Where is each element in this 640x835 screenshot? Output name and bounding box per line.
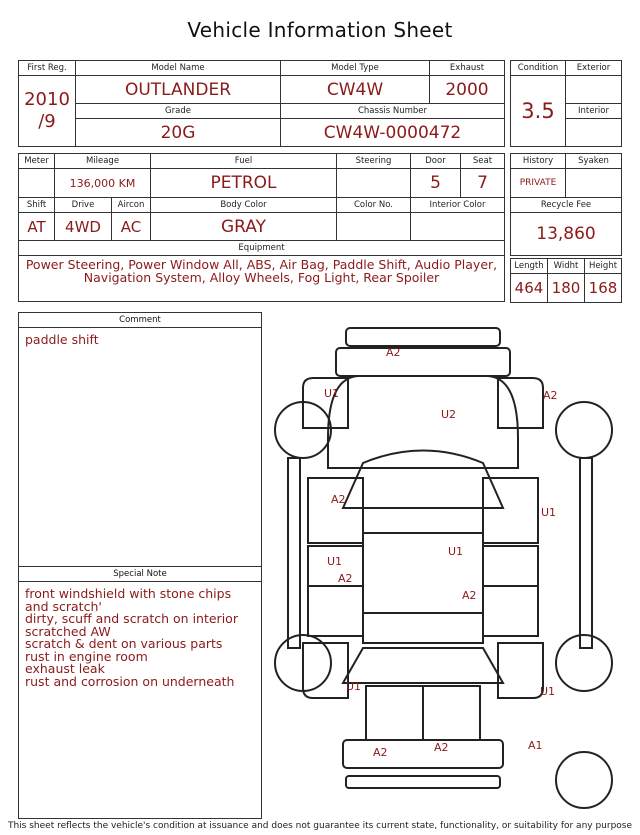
- damage-mark: A2: [331, 493, 346, 506]
- comment-item: paddle shift: [25, 332, 99, 347]
- special-note-item: dirty, scuff and scratch on interior: [25, 611, 238, 626]
- damage-mark: A2: [462, 589, 477, 602]
- body-color-value: GRAY: [151, 213, 337, 241]
- seat-label: Seat: [461, 154, 505, 169]
- condition-value: 3.5: [511, 76, 566, 147]
- damage-mark: U2: [441, 408, 457, 421]
- interior-color-value: [411, 213, 505, 241]
- damage-mark: A2: [434, 741, 449, 754]
- grade-label: Grade: [76, 104, 281, 119]
- special-note-item: scratch & dent on various parts: [25, 636, 223, 651]
- special-note-item: scratched AW: [25, 623, 111, 639]
- mileage-label: Mileage: [55, 154, 151, 169]
- first-reg-month: /9: [38, 111, 56, 132]
- fuel-label: Fuel: [151, 154, 337, 169]
- exterior-value: [566, 76, 622, 104]
- model-type-label: Model Type: [281, 61, 430, 76]
- exhaust-value: 2000: [430, 76, 505, 104]
- damage-mark: A2: [373, 746, 388, 759]
- color-no-label: Color No.: [337, 198, 411, 213]
- drive-value: 4WD: [55, 213, 112, 241]
- damage-mark: A2: [386, 346, 401, 359]
- color-no-value: [337, 213, 411, 241]
- recycle-value: 13,860: [511, 213, 622, 256]
- condition-label: Condition: [511, 61, 566, 76]
- equipment-value: Power Steering, Power Window All, ABS, Air Bag, Paddle Shift, Audio Player, Navigation System, Alloy Wheels, Fog Light, Rear Spoiler: [19, 256, 505, 302]
- shift-value: AT: [19, 213, 55, 241]
- damage-mark: U1: [541, 506, 557, 519]
- damage-mark: U1: [327, 555, 343, 568]
- car-damage-diagram: [268, 318, 628, 818]
- damage-mark: U1: [540, 685, 556, 698]
- aircon-label: Aircon: [112, 198, 151, 213]
- first-reg-label: First Reg.: [19, 61, 76, 76]
- damage-mark: A2: [338, 572, 353, 585]
- drive-label: Drive: [55, 198, 112, 213]
- recycle-label: Recycle Fee: [511, 198, 622, 213]
- seat-value: 7: [461, 169, 505, 198]
- history-value: PRIVATE: [511, 169, 566, 198]
- special-note-list: [19, 582, 261, 694]
- syaken-label: Syaken: [566, 154, 622, 169]
- first-reg-value: [19, 76, 76, 147]
- damage-mark: A1: [528, 739, 543, 752]
- comment-list: [19, 328, 261, 353]
- chassis-label: Chassis Number: [281, 104, 505, 119]
- comment-label: Comment: [19, 313, 261, 328]
- special-note-item: rust in engine room: [25, 648, 148, 664]
- car-outline: [275, 328, 612, 808]
- aircon-value: AC: [112, 213, 151, 241]
- chassis-value: CW4W-0000472: [281, 119, 505, 147]
- history-label: History: [511, 154, 566, 169]
- special-note-label: Special Note: [19, 567, 261, 582]
- body-color-label: Body Color: [151, 198, 337, 213]
- equipment-label: Equipment: [19, 241, 505, 256]
- special-note-item: rust and corrosion on underneath: [25, 673, 235, 689]
- syaken-value: [566, 169, 622, 198]
- height-value: 168: [585, 274, 622, 303]
- mileage-value: 136,000 KM: [55, 169, 151, 198]
- width-label: Widht: [548, 259, 585, 274]
- special-note-item: exhaust leak: [25, 661, 105, 676]
- model-name: OUTLANDER: [76, 76, 281, 104]
- width-value: 180: [548, 274, 585, 303]
- height-label: Height: [585, 259, 622, 274]
- interior-value: [566, 119, 622, 147]
- model-name-label: Model Name: [76, 61, 281, 76]
- history-table: [510, 153, 622, 256]
- interior-label: Interior: [566, 104, 622, 119]
- dimensions-table: [510, 258, 622, 303]
- length-value: 464: [511, 274, 548, 303]
- length-label: Length: [511, 259, 548, 274]
- vehicle-details-table: [18, 153, 505, 302]
- disclaimer-footer: This sheet reflects the vehicle's condition at issuance and does not guarantee its current state, functionality, or suitability for any purpose: [7, 821, 633, 831]
- door-label: Door: [411, 154, 461, 169]
- door-value: 5: [411, 169, 461, 198]
- fuel-value: PETROL: [151, 169, 337, 198]
- special-note-item: front windshield with stone chips and scratch': [25, 586, 232, 614]
- damage-mark: U1: [324, 387, 340, 400]
- first-reg-year: 2010: [24, 89, 70, 110]
- damage-mark: U1: [448, 545, 464, 558]
- meter-label: Meter: [19, 154, 55, 169]
- damage-mark: A2: [543, 389, 558, 402]
- meter-value: [19, 169, 55, 198]
- exterior-label: Exterior: [566, 61, 622, 76]
- shift-label: Shift: [19, 198, 55, 213]
- vehicle-basic-table: [18, 60, 505, 147]
- grade-value: 20G: [76, 119, 281, 147]
- interior-color-label: Interior Color: [411, 198, 505, 213]
- steering-label: Steering: [337, 154, 411, 169]
- damage-mark: U1: [346, 680, 362, 693]
- condition-table: [510, 60, 622, 147]
- comment-box: [18, 312, 262, 567]
- special-note-box: [18, 566, 262, 819]
- steering-value: [337, 169, 411, 198]
- model-type: CW4W: [281, 76, 430, 104]
- exhaust-label: Exhaust: [430, 61, 505, 76]
- sheet-title: Vehicle Information Sheet: [187, 18, 453, 42]
